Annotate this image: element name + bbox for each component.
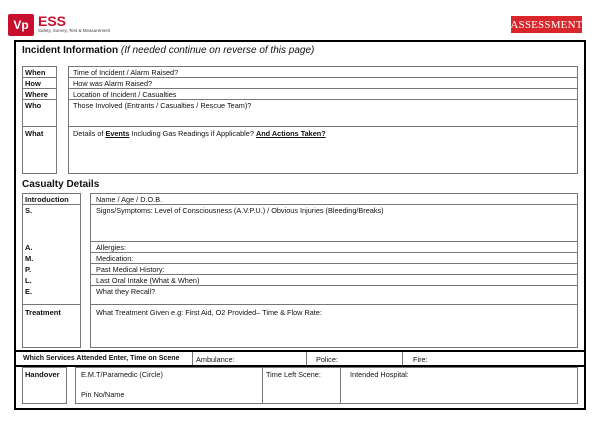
handover-label: Handover <box>25 370 60 379</box>
label-who: Who <box>25 101 42 110</box>
who-field[interactable]: Those Involved (Entrants / Casualties / Rescue Team)? <box>73 101 252 110</box>
medication-field[interactable]: Medication: <box>96 254 134 263</box>
how-field[interactable]: How was Alarm Raised? <box>73 79 153 88</box>
time-left-scene-field[interactable]: Time Left Scene: <box>266 370 321 379</box>
incident-title: Incident Information (If needed continue on reverse of this page) <box>22 45 315 56</box>
what-field[interactable]: Details of Events Including Gas Readings if Applicable? And Actions Taken? <box>73 129 326 138</box>
emt-paramedic-field[interactable]: E.M.T/Paramedic (Circle) <box>81 370 163 379</box>
signs-symptoms-field[interactable]: Signs/Symptoms: Level of Consciousness (A.V.P.U.) / Obvious Injuries (Bleeding/Breaks) <box>96 206 384 215</box>
label-what: What <box>25 129 44 138</box>
where-field[interactable]: Location of Incident / Casualties <box>73 90 177 99</box>
label-p: P. <box>25 265 32 274</box>
label-where: Where <box>25 90 48 99</box>
casualty-title: Casualty Details <box>22 179 100 190</box>
pin-name-field[interactable]: Pin No/Name <box>81 390 125 399</box>
fire-field[interactable]: Fire: <box>413 355 428 364</box>
label-s: S. <box>25 206 33 215</box>
recall-field[interactable]: What they Recall? <box>96 287 156 296</box>
services-label: Which Services Attended Enter, Time on Scene <box>23 355 180 362</box>
oral-intake-field[interactable]: Last Oral Intake (What & When) <box>96 276 200 285</box>
allergies-field[interactable]: Allergies: <box>96 243 127 252</box>
treatment-field[interactable]: What Treatment Given e.g: First Aid, O2 Provided– Time & Flow Rate: <box>96 308 322 317</box>
label-introduction: Introduction <box>25 195 69 204</box>
police-field[interactable]: Police: <box>316 355 338 364</box>
label-m: M. <box>25 254 34 263</box>
brand-tagline: Safety, Survey, Test & Measurement <box>38 28 111 33</box>
label-e: E. <box>25 287 33 296</box>
label-when: When <box>25 68 46 77</box>
label-a: A. <box>25 243 33 252</box>
brand-name: ESS <box>38 13 67 29</box>
ambulance-field[interactable]: Ambulance: <box>196 355 235 364</box>
vp-logo: Vp <box>8 14 34 36</box>
label-l: L. <box>25 276 32 285</box>
intended-hospital-field[interactable]: Intended Hospital: <box>350 370 409 379</box>
label-how: How <box>25 79 41 88</box>
when-field[interactable]: Time of Incident / Alarm Raised? <box>73 68 179 77</box>
assessment-badge: ASSESSMENT <box>511 16 582 33</box>
medical-history-field[interactable]: Past Medical History: <box>96 265 165 274</box>
label-treatment: Treatment <box>25 308 61 317</box>
introduction-field[interactable]: Name / Age / D.O.B. <box>96 195 163 204</box>
